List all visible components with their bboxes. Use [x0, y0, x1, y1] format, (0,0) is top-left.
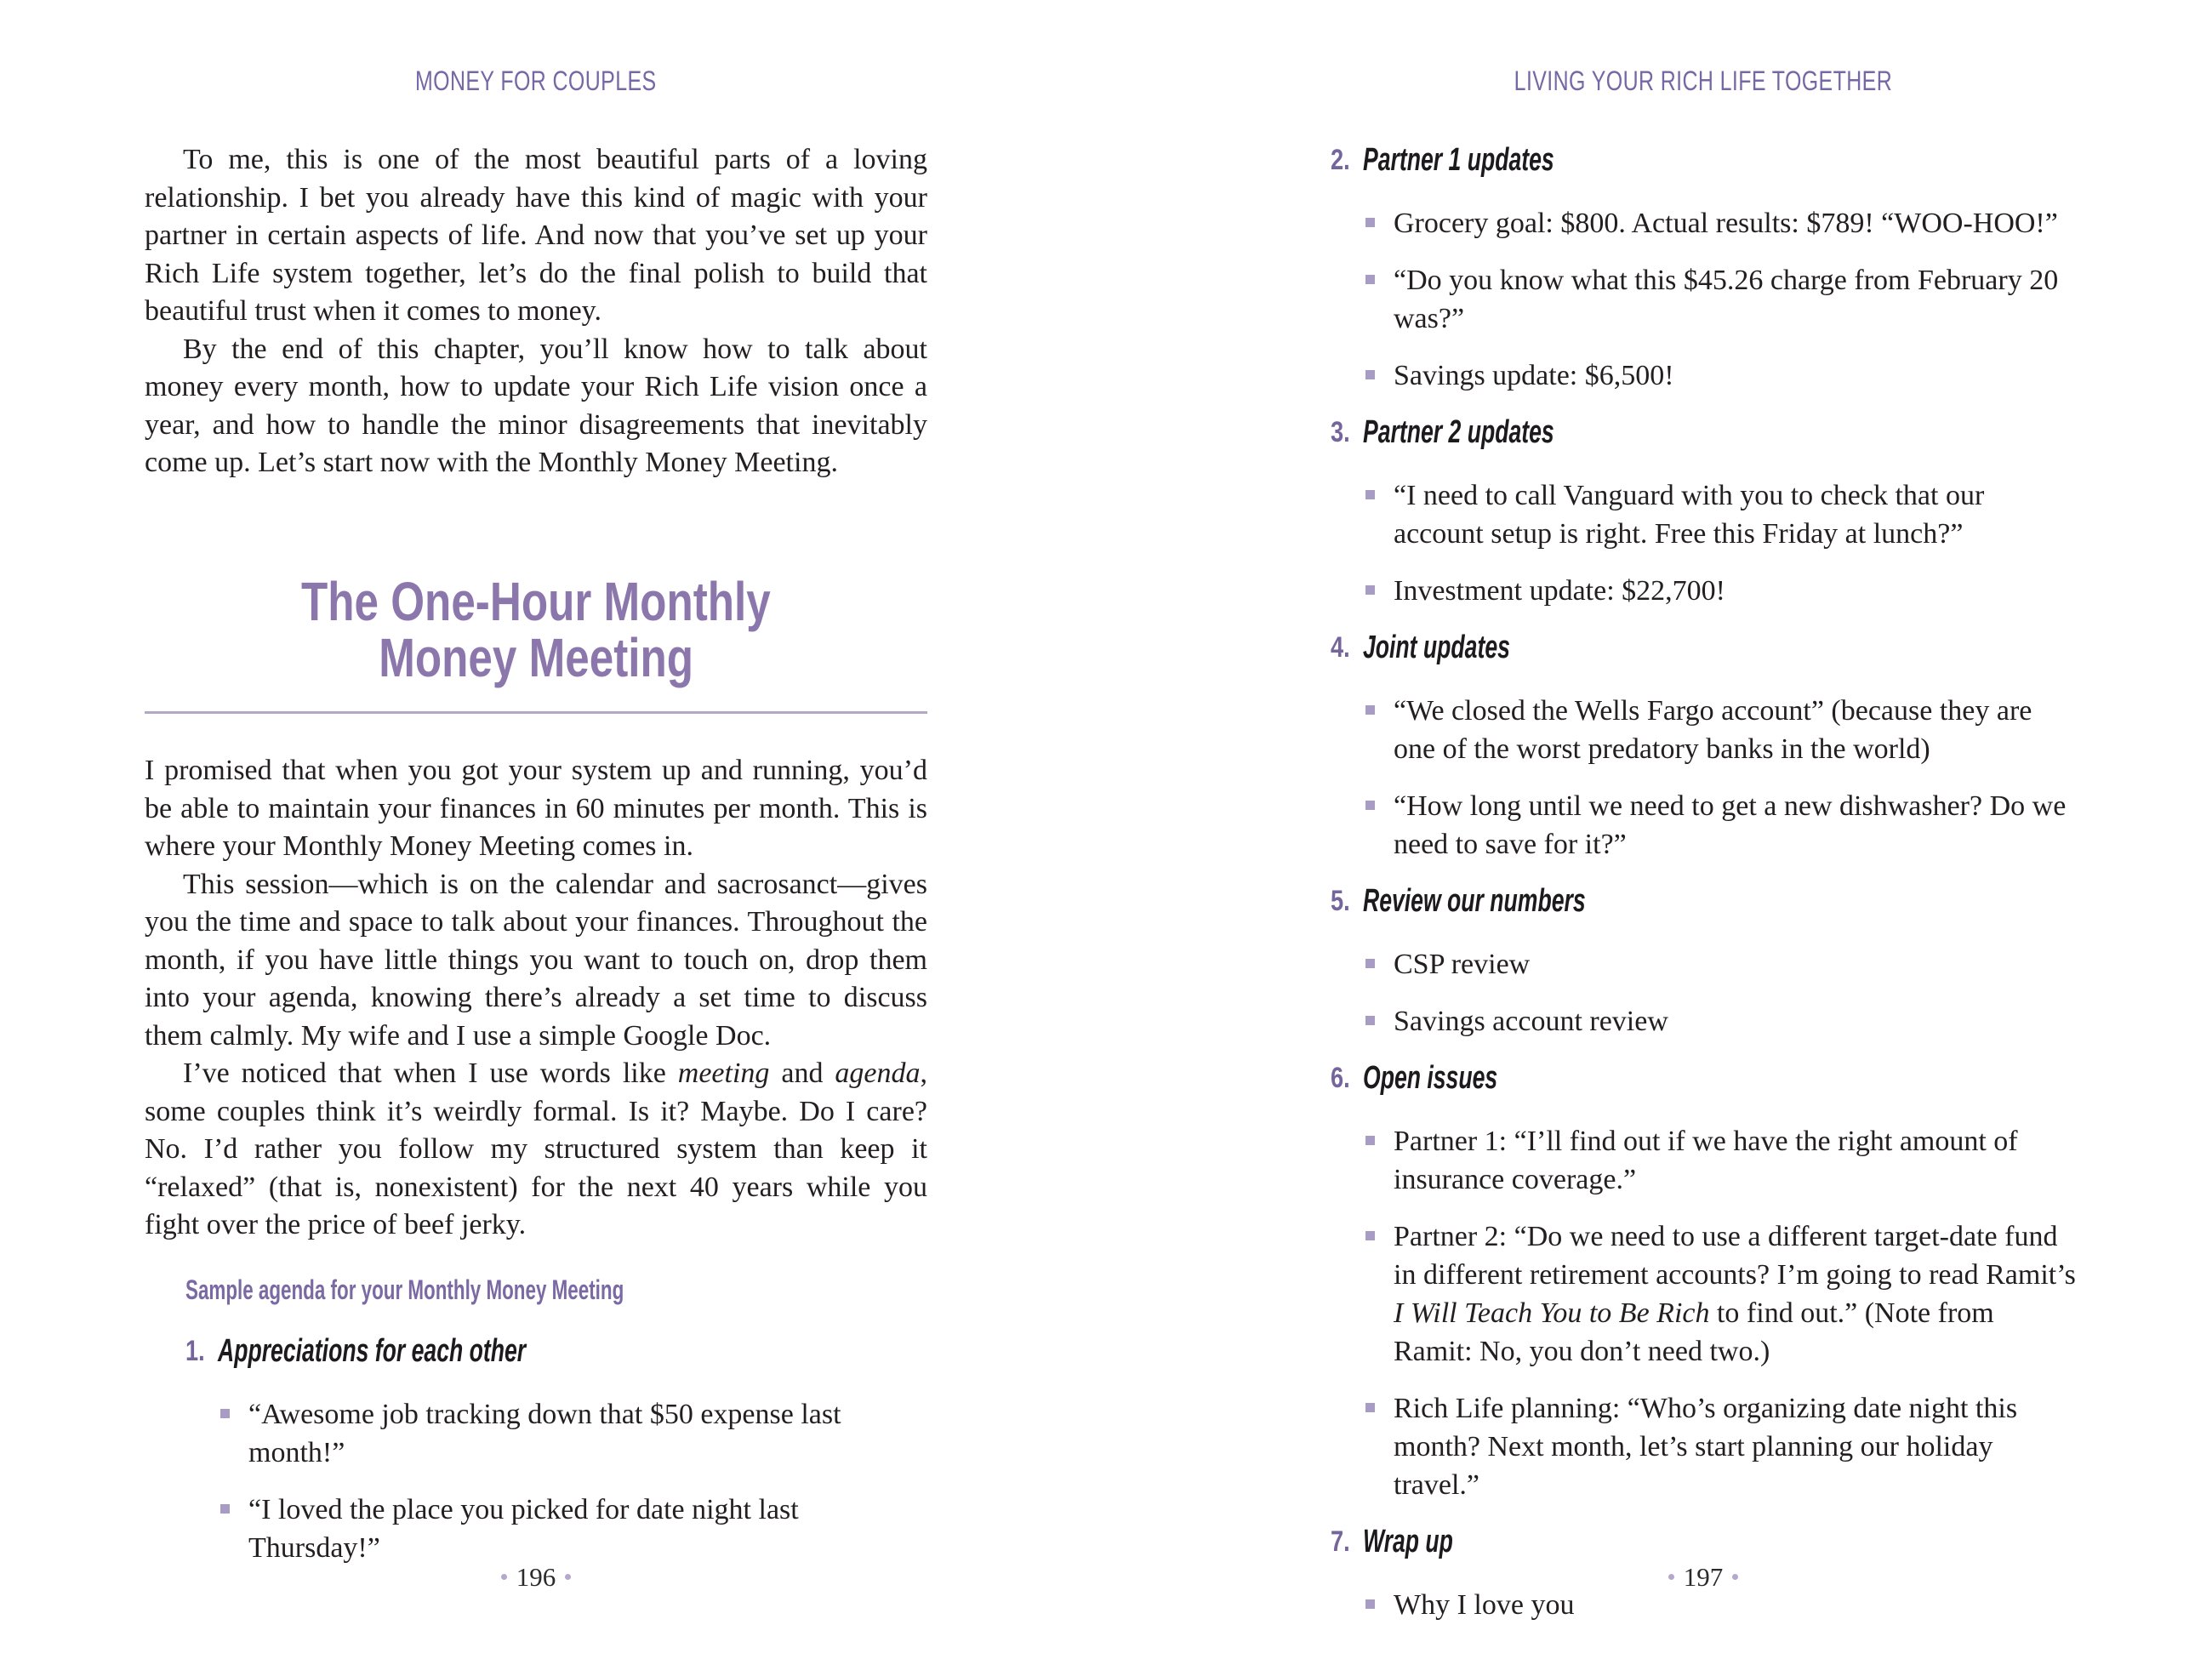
text-run: “Awesome job tracking down that $50 expense last month!” [248, 1399, 841, 1468]
agenda-item-number: 6. [1331, 1062, 1350, 1094]
bullet-square-icon [1365, 959, 1375, 968]
text-run: to find out.” (Note from Ramit: No, you don’t need two.) [1394, 1297, 1994, 1367]
agenda-item-header [1331, 141, 2076, 185]
text-run: By the end of this chapter, you’ll know how to talk about money every month, how to update your Rich Life vision once a year, and how to handle the minor disagreements that inevitably come up. Let’s start now with the Monthly Money Meeting. [145, 333, 927, 478]
text-run: Partner 1: “I’ll find out if we have the right amount of insurance coverage.” [1394, 1126, 2018, 1195]
folio-number: 197 [1683, 1562, 1724, 1592]
text-run: “I loved the place you picked for date night last Thursday!” [248, 1494, 799, 1564]
agenda-item-number: 1. [185, 1335, 205, 1367]
body-paragraph [145, 331, 927, 482]
agenda-item-number: 3. [1331, 416, 1350, 448]
text-run: Partner 2: “Do we need to use a different target-date fund in different retirement accounts? I’m going to read Ramit’s [1394, 1221, 2076, 1291]
chapter-heading-line2: Money Meeting [379, 627, 693, 688]
bullet-text [1394, 572, 2076, 610]
bullet-square-icon [1365, 490, 1375, 499]
page-right [1106, 0, 2212, 1659]
agenda-heading [185, 1273, 927, 1307]
text-run: I’ve noticed that when I use words like [183, 1058, 678, 1089]
bullet-square-icon [1365, 1599, 1375, 1609]
bullet-square-icon [1365, 275, 1375, 284]
agenda-item-label: Wrap up [1363, 1524, 1453, 1559]
bullet-item [1331, 204, 2076, 242]
bullet-square-icon [1365, 1403, 1375, 1412]
text-run: , some couples think it’s weirdly formal. Is it? Maybe. Do I care? No. I’d rather you follow my structured system than keep it “relaxed” (that is, nonexistent) for the next 40 years while you fight over the price of beef jerky. [145, 1058, 927, 1240]
text-run: I promised that when you got your system up and running, you’d be able to maintain your finances in 60 minutes per month. This is where your Monthly Money Meeting comes in. [145, 755, 927, 862]
text-run: Savings account review [1394, 1006, 1668, 1037]
bullet-text [1394, 787, 2076, 864]
bullet-text [1394, 1002, 2076, 1040]
bullet-text [1394, 1217, 2076, 1371]
text-run: This session—which is on the calendar and sacrosanct—gives you the time and space to talk about your finances. Throughout the month, if you have little things you want to touch on, drop them into your agenda, knowing there’s already a set time to discuss them calmly. My wife and I use a simple Google Doc. [145, 868, 927, 1052]
body-paragraph [145, 141, 927, 331]
text-run: Why I love you [1394, 1589, 1575, 1621]
agenda-list-left [185, 1332, 927, 1586]
body-paragraph [145, 752, 927, 866]
bullet-item [1331, 787, 2076, 864]
italic-text: I Will Teach You to Be Rich [1394, 1297, 1710, 1329]
text-run: “We closed the Wells Fargo account” (because they are one of the worst predatory banks in the world) [1394, 695, 2032, 765]
bullet-item [1331, 572, 2076, 610]
agenda-item-header [1331, 1059, 2076, 1103]
bullet-text [248, 1491, 927, 1567]
agenda-item-number: 2. [1331, 144, 1350, 176]
agenda-item-label: Review our numbers [1363, 883, 1586, 919]
bullet-item [1331, 1217, 2076, 1371]
text-run: Investment update: $22,700! [1394, 575, 1725, 607]
running-head-text: MONEY FOR COUPLES [415, 66, 657, 96]
bullet-square-icon [1365, 705, 1375, 715]
chapter-heading [145, 573, 927, 686]
body-paragraph [145, 1055, 927, 1245]
bullet-item [185, 1491, 927, 1567]
bullet-square-icon [220, 1504, 230, 1514]
bullet-text [1394, 476, 2076, 553]
bullet-item [1331, 945, 2076, 983]
text-run: To me, this is one of the most beautiful parts of a loving relationship. I bet you already have this kind of magic with your partner in certain aspects of life. And now that you’ve set up your Rich Life system together, let’s do the final polish to build that beautiful trust when it comes to money. [145, 144, 927, 327]
agenda-item-header [185, 1332, 927, 1377]
agenda-item-label: Appreciations for each other [218, 1333, 527, 1369]
agenda-heading-text: Sample agenda for your Monthly Money Meeting [185, 1274, 624, 1305]
bullet-square-icon [1365, 218, 1375, 227]
running-head-text: LIVING YOUR RICH LIFE TOGETHER [1514, 66, 1893, 96]
bullet-square-icon [1365, 370, 1375, 379]
bullet-item [1331, 1389, 2076, 1504]
agenda-item-label: Joint updates [1363, 630, 1510, 665]
running-head-right [1331, 66, 2076, 95]
agenda-item-number: 7. [1331, 1525, 1350, 1558]
running-head-left [145, 66, 927, 95]
bullet-text [1394, 356, 2076, 395]
bullet-item [1331, 476, 2076, 553]
bullet-text [1394, 945, 2076, 983]
folio-dot-icon [501, 1574, 507, 1580]
bullet-text [1394, 692, 2076, 768]
bullet-item [1331, 356, 2076, 395]
bullet-text [1394, 261, 2076, 338]
folio-dot-icon [1668, 1574, 1674, 1580]
agenda-item-header [1331, 413, 2076, 458]
bullet-square-icon [1365, 1231, 1375, 1240]
text-run: Rich Life planning: “Who’s organizing date night this month? Next month, let’s start planning our holiday travel.” [1394, 1393, 2018, 1501]
bullet-square-icon [1365, 1136, 1375, 1145]
agenda-item-number: 5. [1331, 885, 1350, 917]
agenda-item-number: 4. [1331, 631, 1350, 664]
bullet-text [248, 1395, 927, 1472]
bullet-item [1331, 1002, 2076, 1040]
body-paragraph [145, 866, 927, 1056]
agenda-item-label: Partner 2 updates [1363, 414, 1554, 450]
text-run: “I need to call Vanguard with you to check that our account setup is right. Free this Friday at lunch?” [1394, 480, 1985, 550]
page-number-right [1331, 1560, 2076, 1594]
bullet-square-icon [1365, 585, 1375, 595]
page-number-left [145, 1560, 927, 1594]
intro-paragraphs [145, 141, 927, 482]
bullet-text [1394, 204, 2076, 242]
folio-dot-icon [565, 1574, 571, 1580]
bullet-item [1331, 1122, 2076, 1199]
text-run: and [769, 1058, 835, 1089]
italic-text: agenda [835, 1058, 921, 1089]
bullet-text [1394, 1122, 2076, 1199]
agenda-item-header [1331, 882, 2076, 926]
agenda-list-right [1331, 141, 2076, 1643]
italic-text: meeting [677, 1058, 770, 1089]
agenda-item-header [1331, 629, 2076, 673]
bullet-square-icon [1365, 1016, 1375, 1025]
heading-rule [145, 711, 927, 714]
folio-number: 196 [516, 1562, 556, 1592]
text-run: Grocery goal: $800. Actual results: $789! “WOO-HOO!” [1394, 208, 2058, 239]
folio-dot-icon [1732, 1574, 1738, 1580]
agenda-item-label: Open issues [1363, 1060, 1498, 1096]
bullet-item [1331, 261, 2076, 338]
agenda-item-label: Partner 1 updates [1363, 142, 1554, 178]
text-run: CSP review [1394, 949, 1531, 980]
bullet-item [185, 1395, 927, 1472]
bullet-text [1394, 1389, 2076, 1504]
section-paragraphs [145, 752, 927, 1245]
text-run: “How long until we need to get a new dishwasher? Do we need to save for it?” [1394, 790, 2067, 860]
bullet-item [1331, 692, 2076, 768]
text-run: “Do you know what this $45.26 charge from February 20 was?” [1394, 265, 2059, 334]
bullet-square-icon [1365, 801, 1375, 810]
bullet-square-icon [220, 1409, 230, 1418]
text-run: Savings update: $6,500! [1394, 360, 1674, 391]
chapter-heading-line1: The One-Hour Monthly [301, 571, 771, 632]
